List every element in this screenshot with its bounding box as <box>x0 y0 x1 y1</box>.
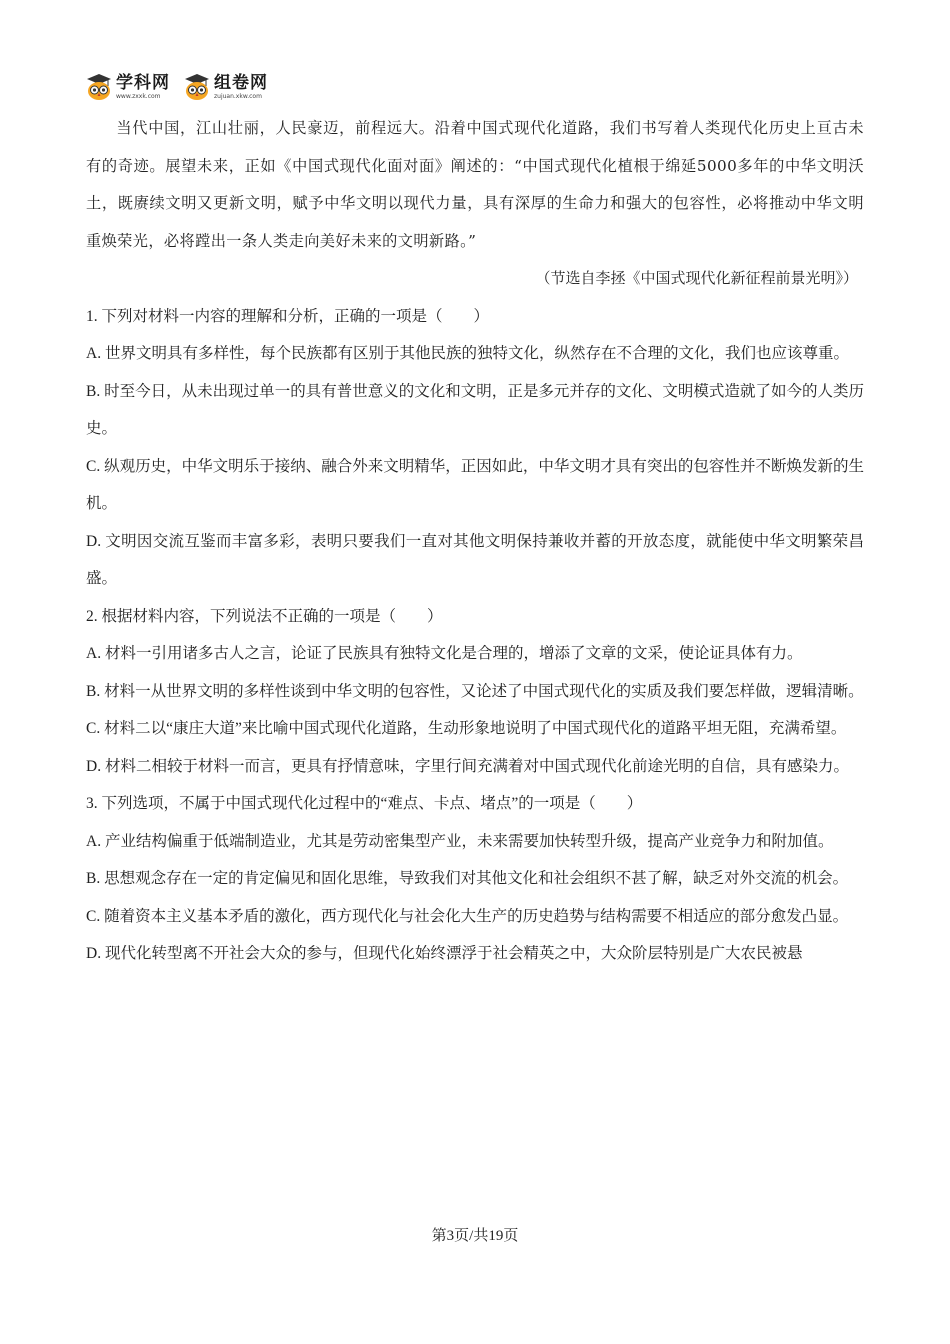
option-a: A. 世界文明具有多样性，每个民族都有区别于其他民族的独特文化，纵然存在不合理的文化，我们也应该尊重。 <box>86 345 849 362</box>
option-b: B. 时至今日，从未出现过单一的具有普世意义的文化和文明，正是多元并存的文化、文明模式造就了如今的人类历史。 <box>86 382 864 437</box>
question-stem: 1. 下列对材料一内容的理解和分析，正确的一项是（ ） <box>86 307 490 325</box>
zxxk-logo[interactable] <box>86 72 170 102</box>
option-c: C. 纵观历史，中华文明乐于接纳、融合外来文明精华，正因如此，中华文明才具有突出的包容性并不断焕发新的生机。 <box>86 457 864 512</box>
logo2-name: 组卷网 <box>214 72 268 93</box>
question-3 <box>86 785 864 973</box>
option-d: D. 现代化转型离不开社会大众的参与，但现代化始终漂浮于社会精英之中，大众阶层特别是广大农民被悬 <box>86 945 803 962</box>
option-a: A. 产业结构偏重于低端制造业，尤其是劳动密集型产业，未来需要加快转型升级，提高产业竞争力和附加值。 <box>86 832 834 850</box>
option-d: D. 材料二相较于材料一而言，更具有抒情意味，字里行间充满着对中国式现代化前途光明的自信，具有感染力。 <box>86 757 849 775</box>
option-b: B. 材料一从世界文明的多样性谈到中华文明的包容性，又论述了中国式现代化的实质及我们要怎样做，逻辑清晰。 <box>86 682 864 700</box>
passage-source: （节选自李拯《中国式现代化新征程前景光明》） <box>535 269 858 287</box>
question-1 <box>86 298 864 598</box>
owl-mascot-icon <box>86 72 112 102</box>
question-stem: 2. 根据材料内容，下列说法不正确的一项是（ ） <box>86 607 443 625</box>
option-d: D. 文明因交流互鉴而丰富多彩，表明只要我们一直对其他文明保持兼收并蓄的开放态度，就能使中华文明繁荣昌盛。 <box>86 532 864 587</box>
option-b: B. 思想观念存在一定的肯定偏见和固化思维，导致我们对其他文化和社会组织不甚了解，缺乏对外交流的机会。 <box>86 870 849 887</box>
question-2 <box>86 598 864 786</box>
option-c: C. 随着资本主义基本矛盾的激化，西方现代化与社会化大生产的历史趋势与结构需要不相适应的部分愈发凸显。 <box>86 907 849 925</box>
question-stem: 3. 下列选项，不属于中国式现代化过程中的“难点、卡点、堵点”的一项是（ ） <box>86 795 643 812</box>
page-number: 第3页/共19页 <box>431 1228 519 1244</box>
owl-mascot-icon <box>184 72 210 102</box>
logo1-url: www.zxxk.com <box>116 92 161 100</box>
header-logos <box>86 70 268 104</box>
option-a: A. 材料一引用诸多古人之言，论证了民族具有独特文化是合理的，增添了文章的文采，使论证具体有力。 <box>86 645 803 662</box>
zujuan-logo[interactable] <box>184 72 268 102</box>
option-c: C. 材料二以“康庄大道”来比喻中国式现代化道路，生动形象地说明了中国式现代化的道路平坦无阻，充满希望。 <box>86 720 847 737</box>
logo2-url: zujuan.xkw.com <box>214 92 262 100</box>
passage-paragraph: 当代中国，江山壮丽，人民豪迈，前程远大。沿着中国式现代化道路，我们书写着人类现代化历史上亘古未有的奇迹。展望未来，正如《中国式现代化面对面》阐述的：“中国式现代化植根于绵延5000多年的中华文明沃土，既赓续文明又更新文明，赋予中华文明以现代力量，具有深厚的生命力和强大的包容性，必将推动中华文明重焕荣光，必将蹚出一条人类走向美好未来的文明新路。” <box>86 119 864 250</box>
logo1-name: 学科网 <box>116 72 170 93</box>
document-body <box>86 110 864 973</box>
